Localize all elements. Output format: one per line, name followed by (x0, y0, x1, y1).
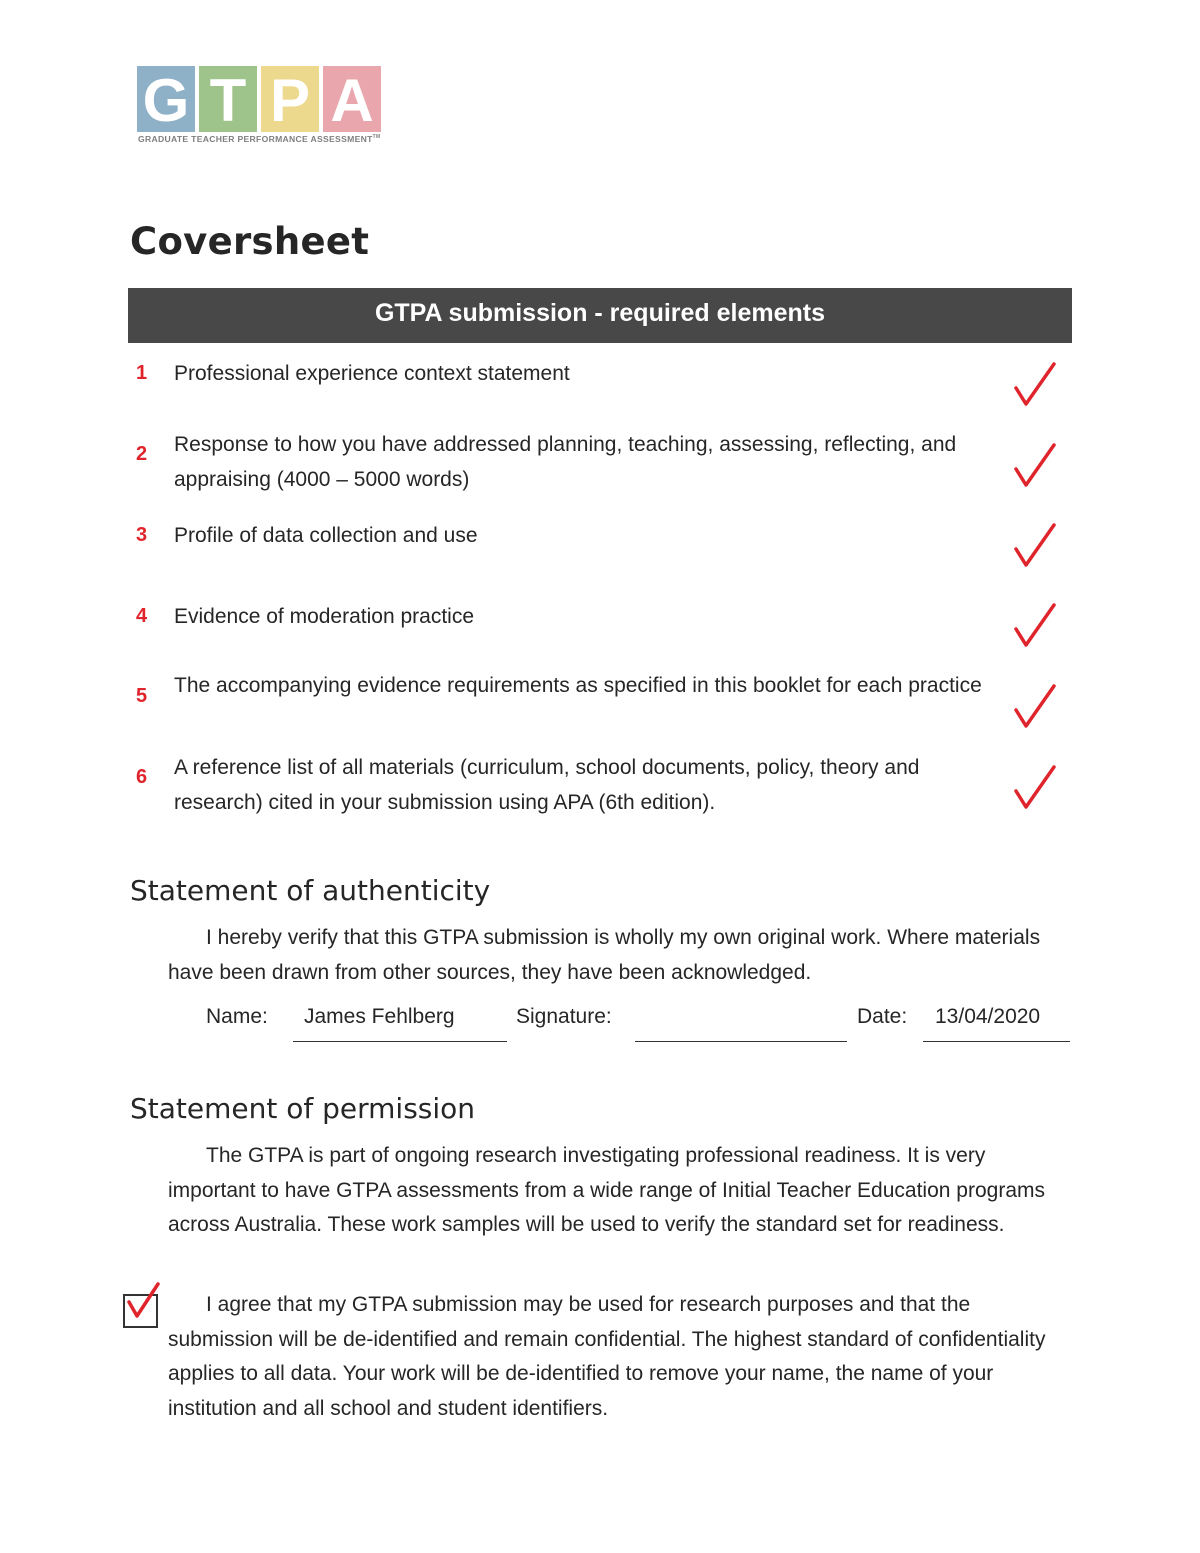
name-underline (293, 1041, 507, 1042)
signature-field[interactable] (635, 1041, 847, 1042)
logo-letter-t: T (209, 67, 247, 134)
check-icon (1010, 601, 1060, 651)
permission-heading: Statement of permission (130, 1092, 476, 1125)
item-text: Evidence of moderation practice (174, 605, 474, 628)
date-underline (923, 1041, 1070, 1042)
name-value[interactable]: James Fehlberg (304, 1005, 455, 1028)
item-text: The accompanying evidence requirements as specified in this booklet for each practice (174, 674, 982, 697)
check-icon (1010, 521, 1060, 571)
item-text: Response to how you have addressed planning, teaching, assessing, reflecting, and appraising (4000 – 5000 words) (174, 433, 957, 491)
item-number: 6 (136, 766, 148, 788)
logo-letter-a: A (330, 67, 374, 134)
gtpa-logo (137, 66, 397, 146)
agree-text: I agree that my GTPA submission may be used for research purposes and that the submission will be de-identified and remain confidential. The highest standard of confidentiality applies to all data. Your work will be de-identified to remove your name, the name of your institution and all school and student identifiers. (168, 1293, 1046, 1420)
item-text: Profile of data collection and use (174, 524, 478, 547)
authenticity-heading: Statement of authenticity (130, 874, 491, 907)
item-number: 4 (136, 605, 148, 627)
check-icon (1010, 360, 1060, 410)
page-title: Coversheet (130, 220, 370, 263)
check-icon (1010, 763, 1060, 813)
logo-letter-g: G (142, 67, 190, 134)
item-text: Professional experience context statement (174, 362, 570, 385)
requirements-banner: GTPA submission - required elements (128, 288, 1072, 343)
item-text: A reference list of all materials (curriculum, school documents, policy, theory and research) cited in your submission using APA (6th edition). (174, 756, 920, 814)
authenticity-text: I hereby verify that this GTPA submission is wholly my own original work. Where materials have been drawn from other sources, they have been acknowledged. (168, 926, 1041, 984)
checkbox-check-icon (124, 1280, 162, 1320)
item-number: 2 (136, 443, 148, 465)
check-icon (1010, 682, 1060, 732)
item-number: 3 (136, 524, 148, 546)
date-value[interactable]: 13/04/2020 (935, 1005, 1041, 1028)
date-label: Date: (857, 1005, 908, 1028)
logo-letter-p: P (269, 67, 311, 134)
check-icon (1010, 441, 1060, 491)
signature-label: Signature: (516, 1005, 612, 1028)
item-number: 1 (136, 362, 148, 384)
name-label: Name: (206, 1005, 268, 1028)
logo-subtitle: GRADUATE TEACHER PERFORMANCE ASSESSMENT™ (138, 134, 381, 144)
item-number: 5 (136, 685, 148, 707)
permission-text: The GTPA is part of ongoing research investigating professional readiness. It is very important to have GTPA assessments from a wide range of Initial Teacher Education programs across Australia. These work samples will be used to verify the standard set for readiness. (168, 1144, 1045, 1236)
